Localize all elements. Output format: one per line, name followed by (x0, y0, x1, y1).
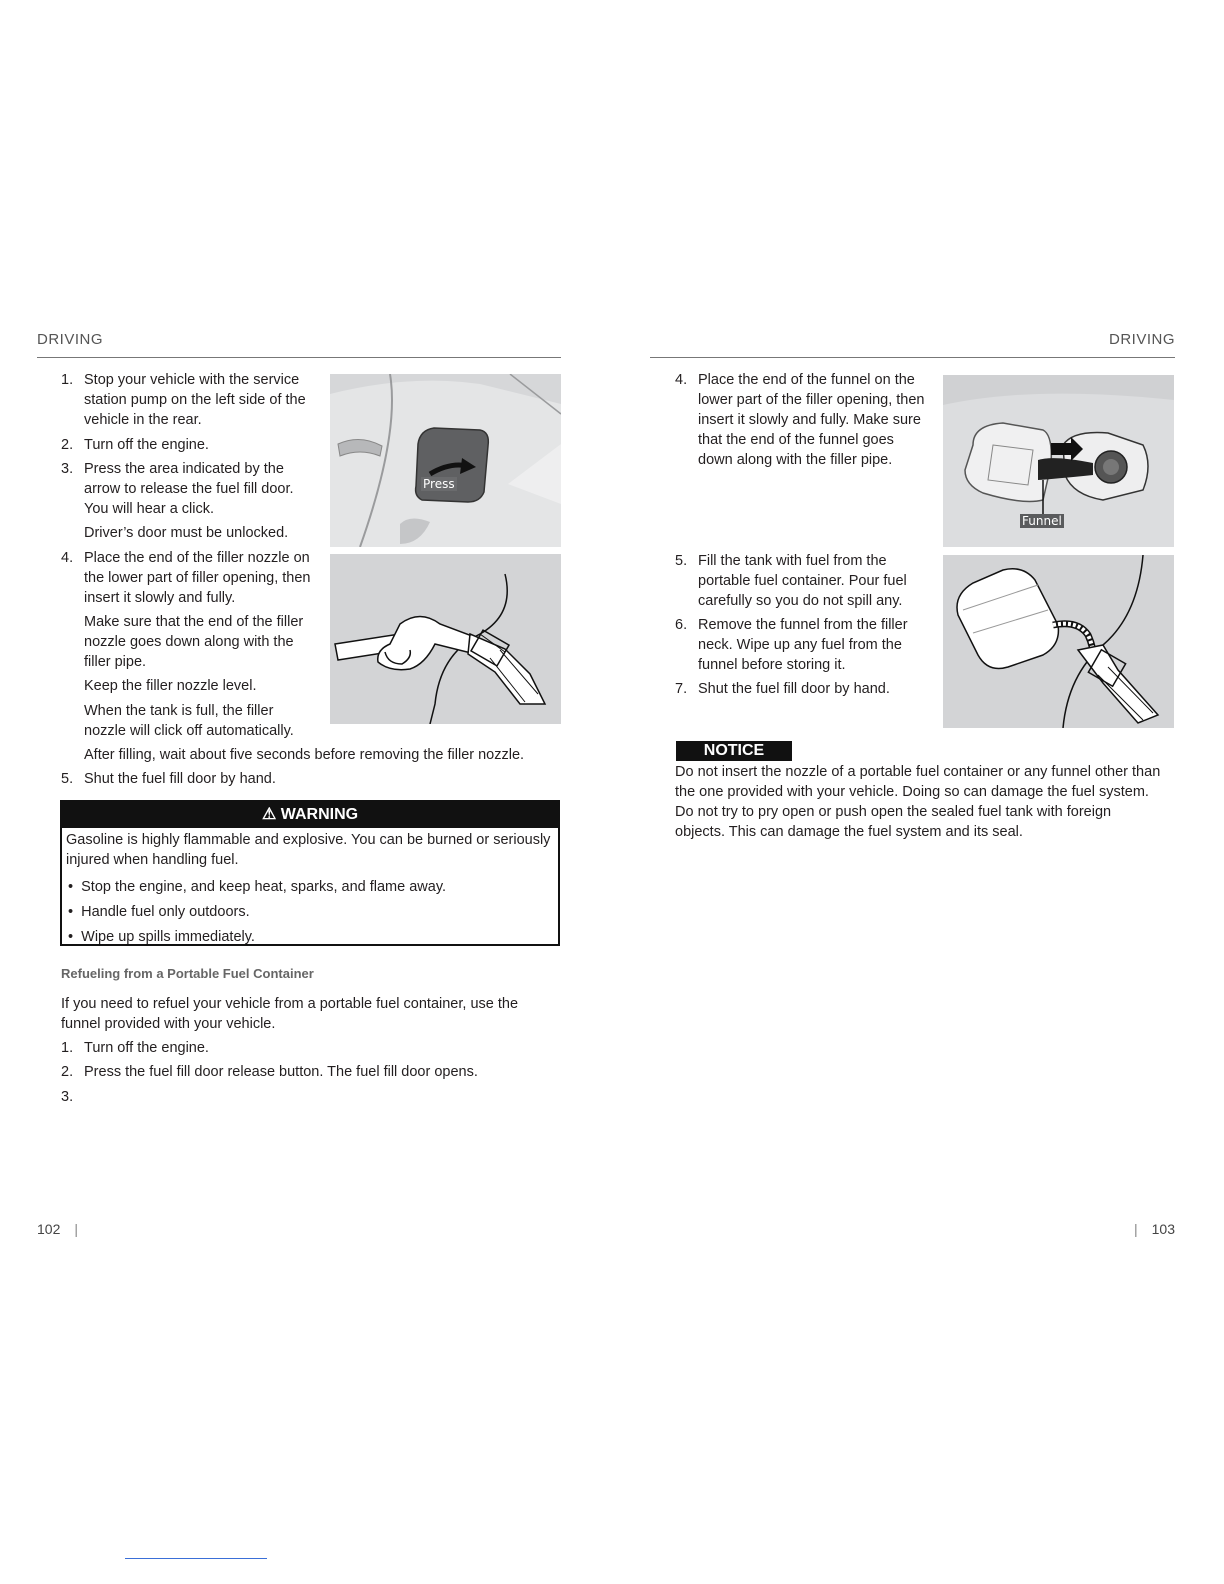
left-step-4-note-c: When the tank is full, the filler nozzle will click off automatically. (84, 703, 294, 739)
right-step-4-text: Place the end of the funnel on the lower part of the filler opening, then insert it slowly and fully. Make sure that the end of the funnel goes down along with the filler pipe. (698, 372, 925, 468)
warning-triangle-icon: ⚠ (261, 806, 277, 823)
left-step-4-note-d: After filling, wait about five seconds before removing the filler nozzle. (84, 747, 525, 763)
funnel-label: Funnel (1022, 514, 1062, 528)
warning-bullet: • Stop the engine, and keep heat, sparks, and flame away. (68, 879, 447, 895)
right-step-7-text: Shut the fuel fill door by hand. (698, 681, 890, 697)
warning-bullet: • Wipe up spills immediately. (68, 929, 255, 945)
portable-step-1-number: 1. (61, 1040, 74, 1056)
left-step-2-number: 2. (61, 437, 74, 453)
right-step-7-number: 7. (675, 681, 688, 697)
left-step-4-note-a: Make sure that the end of the filler nozzle goes down along with the filler pipe. (84, 614, 304, 670)
right-step-5-text: Fill the tank with fuel from the portable fuel container. Pour fuel carefully so you do not spill any. (698, 553, 907, 609)
press-label: Press (423, 477, 455, 491)
portable-step-2-text: Press the fuel fill door release button. The fuel fill door opens. (84, 1064, 478, 1080)
left-step-4-number: 4. (61, 550, 74, 566)
warning-header (62, 802, 558, 828)
right-section-header: DRIVING (1108, 331, 1175, 348)
portable-container-subheading: Refueling from a Portable Fuel Container (61, 966, 314, 981)
portable-intro: If you need to refuel your vehicle from a portable fuel container, use the funnel provided with your vehicle. (61, 996, 519, 1032)
left-section-header: DRIVING (37, 331, 104, 348)
warning-bullets (68, 875, 446, 950)
right-step-6-text: Remove the funnel from the filler neck. Wipe up any fuel from the funnel before storing it. (698, 617, 908, 673)
notice-tag: NOTICE (676, 741, 792, 761)
left-step-4-text: Place the end of the filler nozzle on the lower part of filler opening, then insert it slowly and fully. (84, 550, 311, 606)
left-step-2-text: Turn off the engine. (84, 437, 209, 453)
link-underline (125, 1558, 267, 1559)
right-step-6-number: 6. (675, 617, 688, 633)
warning-intro: Gasoline is highly flammable and explosive. You can be burned or seriously injured when handling fuel. (66, 832, 551, 868)
warning-bullet: • Handle fuel only outdoors. (68, 904, 250, 920)
portable-step-2-number: 2. (61, 1064, 74, 1080)
right-step-5-number: 5. (675, 553, 688, 569)
right-page-number: | 103 (1134, 1221, 1175, 1237)
right-header-rule (650, 357, 1175, 358)
portable-step-3-number: 3. (61, 1089, 74, 1105)
filler-nozzle-illustration (330, 554, 561, 724)
notice-text: Do not insert the nozzle of a portable fuel container or any funnel other than the one provided with your vehicle. Doing so can damage the fuel system. Do not try to pry open or push open the sealed fuel tank with foreign objects. This can damage the fuel system and its seal. (675, 764, 1161, 840)
portable-step-1-text: Turn off the engine. (84, 1040, 209, 1056)
left-header-rule (37, 357, 561, 358)
right-step-4-number: 4. (675, 372, 688, 388)
left-step-3-number: 3. (61, 461, 74, 477)
left-step-3-text: Press the area indicated by the arrow to release the fuel fill door. You will hear a click. (84, 461, 294, 517)
fuel-door-press-illustration (330, 374, 561, 547)
warning-title: WARNING (280, 806, 359, 823)
warning-box (60, 800, 560, 946)
left-step-4-note-b: Keep the filler nozzle level. (84, 678, 257, 694)
left-step-1-text: Stop your vehicle with the service station pump on the left side of the vehicle in the rear. (84, 372, 306, 428)
left-step-5-text: Shut the fuel fill door by hand. (84, 771, 276, 787)
left-step-3-note: Driver’s door must be unlocked. (84, 525, 289, 541)
left-step-5-number: 5. (61, 771, 74, 787)
portable-container-pour-illustration (943, 555, 1174, 728)
funnel-insert-illustration (943, 375, 1174, 547)
left-step-1-number: 1. (61, 372, 74, 388)
left-page-number: 102 | (37, 1221, 78, 1237)
